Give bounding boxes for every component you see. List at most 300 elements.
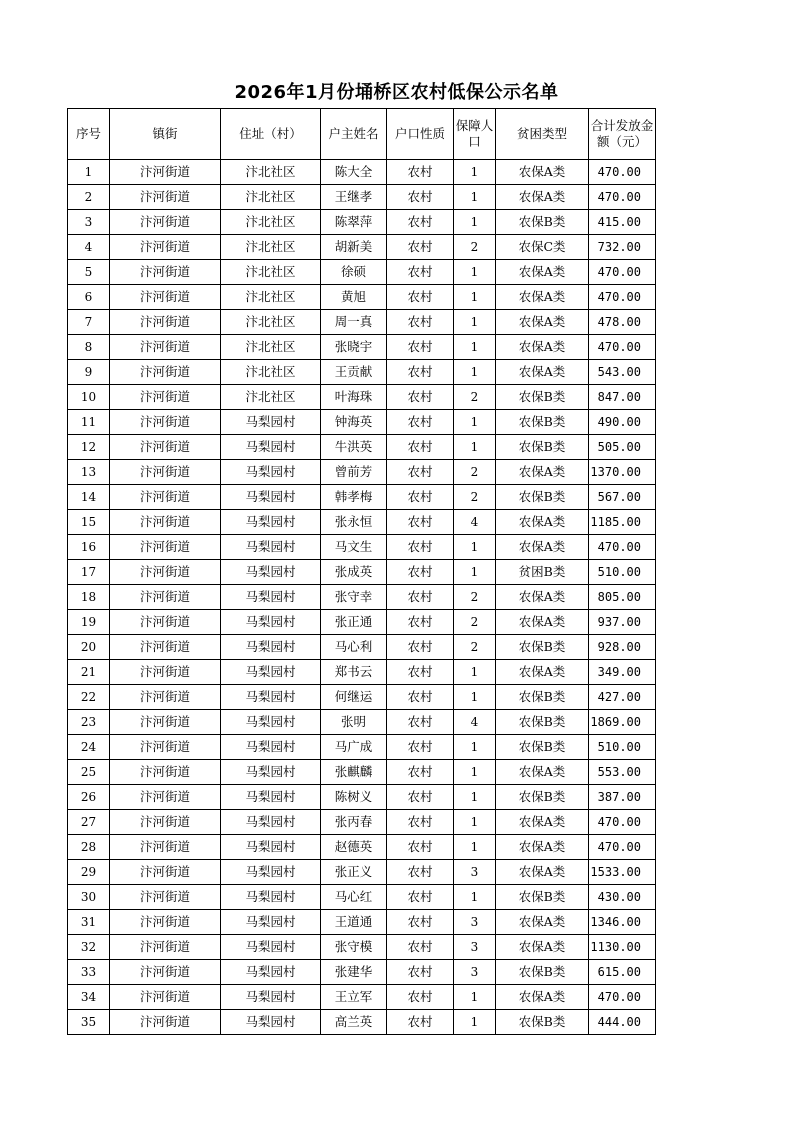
cell-amount: 470.00 bbox=[589, 810, 656, 835]
cell-town: 汴河街道 bbox=[110, 210, 221, 235]
cell-address: 汴北社区 bbox=[221, 360, 321, 385]
cell-hukou: 农村 bbox=[387, 310, 454, 335]
header-type: 贫困类型 bbox=[496, 109, 589, 160]
cell-amount: 470.00 bbox=[589, 260, 656, 285]
table-row bbox=[68, 510, 656, 535]
cell-seq: 27 bbox=[68, 810, 110, 835]
cell-amount: 847.00 bbox=[589, 385, 656, 410]
cell-people: 2 bbox=[454, 485, 496, 510]
header-name: 户主姓名 bbox=[321, 109, 387, 160]
table-body bbox=[68, 160, 656, 1035]
cell-people: 3 bbox=[454, 935, 496, 960]
cell-seq: 34 bbox=[68, 985, 110, 1010]
cell-type: 农保A类 bbox=[496, 335, 589, 360]
cell-seq: 22 bbox=[68, 685, 110, 710]
cell-type: 农保A类 bbox=[496, 810, 589, 835]
cell-people: 4 bbox=[454, 710, 496, 735]
cell-address: 汴北社区 bbox=[221, 335, 321, 360]
cell-town: 汴河街道 bbox=[110, 810, 221, 835]
cell-address: 马梨园村 bbox=[221, 510, 321, 535]
cell-people: 1 bbox=[454, 760, 496, 785]
cell-amount: 505.00 bbox=[589, 435, 656, 460]
cell-town: 汴河街道 bbox=[110, 385, 221, 410]
cell-address: 汴北社区 bbox=[221, 235, 321, 260]
cell-seq: 6 bbox=[68, 285, 110, 310]
table-row bbox=[68, 160, 656, 185]
cell-people: 2 bbox=[454, 635, 496, 660]
cell-town: 汴河街道 bbox=[110, 785, 221, 810]
table-row bbox=[68, 585, 656, 610]
cell-seq: 32 bbox=[68, 935, 110, 960]
cell-amount: 732.00 bbox=[589, 235, 656, 260]
cell-town: 汴河街道 bbox=[110, 860, 221, 885]
cell-name: 王立军 bbox=[321, 985, 387, 1010]
cell-town: 汴河街道 bbox=[110, 885, 221, 910]
cell-name: 王继孝 bbox=[321, 185, 387, 210]
cell-people: 1 bbox=[454, 285, 496, 310]
cell-amount: 805.00 bbox=[589, 585, 656, 610]
cell-address: 马梨园村 bbox=[221, 560, 321, 585]
cell-name: 张建华 bbox=[321, 960, 387, 985]
cell-address: 马梨园村 bbox=[221, 785, 321, 810]
cell-people: 3 bbox=[454, 860, 496, 885]
cell-name: 陈大全 bbox=[321, 160, 387, 185]
cell-people: 2 bbox=[454, 385, 496, 410]
table-row bbox=[68, 860, 656, 885]
cell-people: 1 bbox=[454, 160, 496, 185]
cell-name: 郑书云 bbox=[321, 660, 387, 685]
cell-type: 农保C类 bbox=[496, 235, 589, 260]
cell-type: 农保A类 bbox=[496, 610, 589, 635]
cell-type: 贫困B类 bbox=[496, 560, 589, 585]
cell-amount: 427.00 bbox=[589, 685, 656, 710]
cell-seq: 14 bbox=[68, 485, 110, 510]
cell-name: 马心红 bbox=[321, 885, 387, 910]
cell-type: 农保B类 bbox=[496, 1010, 589, 1035]
cell-people: 1 bbox=[454, 1010, 496, 1035]
cell-hukou: 农村 bbox=[387, 710, 454, 735]
cell-name: 张明 bbox=[321, 710, 387, 735]
cell-address: 汴北社区 bbox=[221, 385, 321, 410]
cell-seq: 5 bbox=[68, 260, 110, 285]
cell-address: 马梨园村 bbox=[221, 1010, 321, 1035]
cell-seq: 1 bbox=[68, 160, 110, 185]
cell-address: 马梨园村 bbox=[221, 960, 321, 985]
cell-seq: 26 bbox=[68, 785, 110, 810]
cell-type: 农保B类 bbox=[496, 885, 589, 910]
cell-hukou: 农村 bbox=[387, 410, 454, 435]
cell-name: 陈翠萍 bbox=[321, 210, 387, 235]
cell-type: 农保B类 bbox=[496, 485, 589, 510]
table-row bbox=[68, 560, 656, 585]
table-row bbox=[68, 185, 656, 210]
header-amount: 合计发放金额（元） bbox=[589, 109, 656, 160]
cell-amount: 490.00 bbox=[589, 410, 656, 435]
cell-town: 汴河街道 bbox=[110, 460, 221, 485]
cell-people: 1 bbox=[454, 435, 496, 460]
cell-people: 1 bbox=[454, 210, 496, 235]
cell-amount: 387.00 bbox=[589, 785, 656, 810]
cell-people: 1 bbox=[454, 835, 496, 860]
table-row bbox=[68, 760, 656, 785]
cell-seq: 3 bbox=[68, 210, 110, 235]
cell-address: 马梨园村 bbox=[221, 885, 321, 910]
header-row bbox=[68, 109, 656, 160]
cell-people: 1 bbox=[454, 535, 496, 560]
cell-address: 马梨园村 bbox=[221, 910, 321, 935]
cell-amount: 470.00 bbox=[589, 335, 656, 360]
cell-town: 汴河街道 bbox=[110, 935, 221, 960]
cell-people: 1 bbox=[454, 735, 496, 760]
cell-address: 马梨园村 bbox=[221, 460, 321, 485]
cell-hukou: 农村 bbox=[387, 760, 454, 785]
cell-hukou: 农村 bbox=[387, 185, 454, 210]
header-town: 镇街 bbox=[110, 109, 221, 160]
cell-town: 汴河街道 bbox=[110, 535, 221, 560]
cell-town: 汴河街道 bbox=[110, 510, 221, 535]
cell-amount: 349.00 bbox=[589, 660, 656, 685]
table-row bbox=[68, 985, 656, 1010]
cell-address: 马梨园村 bbox=[221, 935, 321, 960]
cell-type: 农保A类 bbox=[496, 835, 589, 860]
cell-address: 马梨园村 bbox=[221, 735, 321, 760]
cell-seq: 8 bbox=[68, 335, 110, 360]
cell-address: 马梨园村 bbox=[221, 410, 321, 435]
header-people: 保障人口 bbox=[454, 109, 496, 160]
cell-address: 马梨园村 bbox=[221, 585, 321, 610]
cell-address: 汴北社区 bbox=[221, 260, 321, 285]
table-row bbox=[68, 235, 656, 260]
cell-name: 张正义 bbox=[321, 860, 387, 885]
cell-seq: 12 bbox=[68, 435, 110, 460]
cell-people: 1 bbox=[454, 310, 496, 335]
cell-type: 农保A类 bbox=[496, 535, 589, 560]
cell-name: 何继运 bbox=[321, 685, 387, 710]
cell-seq: 16 bbox=[68, 535, 110, 560]
cell-hukou: 农村 bbox=[387, 535, 454, 560]
cell-name: 张晓宇 bbox=[321, 335, 387, 360]
cell-town: 汴河街道 bbox=[110, 585, 221, 610]
cell-amount: 510.00 bbox=[589, 735, 656, 760]
cell-address: 马梨园村 bbox=[221, 485, 321, 510]
cell-people: 1 bbox=[454, 885, 496, 910]
cell-town: 汴河街道 bbox=[110, 160, 221, 185]
cell-people: 3 bbox=[454, 910, 496, 935]
cell-name: 叶海珠 bbox=[321, 385, 387, 410]
cell-address: 马梨园村 bbox=[221, 760, 321, 785]
cell-town: 汴河街道 bbox=[110, 910, 221, 935]
cell-type: 农保B类 bbox=[496, 960, 589, 985]
cell-people: 4 bbox=[454, 510, 496, 535]
table-row bbox=[68, 285, 656, 310]
cell-name: 曾前芳 bbox=[321, 460, 387, 485]
cell-town: 汴河街道 bbox=[110, 760, 221, 785]
cell-amount: 415.00 bbox=[589, 210, 656, 235]
table-row bbox=[68, 935, 656, 960]
cell-town: 汴河街道 bbox=[110, 735, 221, 760]
cell-hukou: 农村 bbox=[387, 810, 454, 835]
cell-amount: 1130.00 bbox=[589, 935, 656, 960]
table-row bbox=[68, 910, 656, 935]
table-row bbox=[68, 960, 656, 985]
table-row bbox=[68, 710, 656, 735]
cell-people: 2 bbox=[454, 460, 496, 485]
table-row bbox=[68, 485, 656, 510]
cell-amount: 1869.00 bbox=[589, 710, 656, 735]
cell-type: 农保A类 bbox=[496, 510, 589, 535]
cell-amount: 430.00 bbox=[589, 885, 656, 910]
cell-seq: 9 bbox=[68, 360, 110, 385]
table-row bbox=[68, 735, 656, 760]
table-row bbox=[68, 1010, 656, 1035]
table-row bbox=[68, 385, 656, 410]
cell-seq: 18 bbox=[68, 585, 110, 610]
cell-seq: 7 bbox=[68, 310, 110, 335]
cell-name: 张守模 bbox=[321, 935, 387, 960]
cell-hukou: 农村 bbox=[387, 785, 454, 810]
cell-type: 农保A类 bbox=[496, 660, 589, 685]
cell-hukou: 农村 bbox=[387, 635, 454, 660]
cell-hukou: 农村 bbox=[387, 885, 454, 910]
cell-seq: 13 bbox=[68, 460, 110, 485]
cell-type: 农保A类 bbox=[496, 760, 589, 785]
cell-amount: 470.00 bbox=[589, 835, 656, 860]
cell-address: 马梨园村 bbox=[221, 710, 321, 735]
cell-hukou: 农村 bbox=[387, 160, 454, 185]
cell-name: 王贡献 bbox=[321, 360, 387, 385]
cell-town: 汴河街道 bbox=[110, 410, 221, 435]
cell-address: 马梨园村 bbox=[221, 860, 321, 885]
cell-name: 陈树义 bbox=[321, 785, 387, 810]
cell-town: 汴河街道 bbox=[110, 360, 221, 385]
cell-amount: 444.00 bbox=[589, 1010, 656, 1035]
cell-town: 汴河街道 bbox=[110, 485, 221, 510]
cell-amount: 1533.00 bbox=[589, 860, 656, 885]
cell-amount: 470.00 bbox=[589, 285, 656, 310]
cell-people: 1 bbox=[454, 360, 496, 385]
cell-hukou: 农村 bbox=[387, 935, 454, 960]
cell-name: 张成英 bbox=[321, 560, 387, 585]
cell-hukou: 农村 bbox=[387, 660, 454, 685]
cell-type: 农保A类 bbox=[496, 860, 589, 885]
cell-people: 3 bbox=[454, 960, 496, 985]
cell-hukou: 农村 bbox=[387, 485, 454, 510]
cell-type: 农保A类 bbox=[496, 310, 589, 335]
cell-hukou: 农村 bbox=[387, 335, 454, 360]
cell-amount: 928.00 bbox=[589, 635, 656, 660]
cell-amount: 478.00 bbox=[589, 310, 656, 335]
table-row bbox=[68, 460, 656, 485]
cell-amount: 937.00 bbox=[589, 610, 656, 635]
cell-hukou: 农村 bbox=[387, 735, 454, 760]
cell-town: 汴河街道 bbox=[110, 185, 221, 210]
cell-amount: 470.00 bbox=[589, 185, 656, 210]
cell-amount: 470.00 bbox=[589, 985, 656, 1010]
cell-people: 2 bbox=[454, 235, 496, 260]
cell-seq: 15 bbox=[68, 510, 110, 535]
header-address: 住址（村） bbox=[221, 109, 321, 160]
header-seq: 序号 bbox=[68, 109, 110, 160]
cell-name: 马心利 bbox=[321, 635, 387, 660]
cell-address: 马梨园村 bbox=[221, 985, 321, 1010]
table-row bbox=[68, 535, 656, 560]
cell-name: 马广成 bbox=[321, 735, 387, 760]
table-row bbox=[68, 410, 656, 435]
table-row bbox=[68, 610, 656, 635]
cell-town: 汴河街道 bbox=[110, 960, 221, 985]
cell-name: 胡新美 bbox=[321, 235, 387, 260]
table-row bbox=[68, 685, 656, 710]
cell-hukou: 农村 bbox=[387, 385, 454, 410]
cell-hukou: 农村 bbox=[387, 260, 454, 285]
cell-name: 张永恒 bbox=[321, 510, 387, 535]
cell-seq: 10 bbox=[68, 385, 110, 410]
cell-name: 张丙春 bbox=[321, 810, 387, 835]
cell-seq: 19 bbox=[68, 610, 110, 635]
cell-name: 周一真 bbox=[321, 310, 387, 335]
cell-town: 汴河街道 bbox=[110, 435, 221, 460]
cell-town: 汴河街道 bbox=[110, 235, 221, 260]
table-row bbox=[68, 335, 656, 360]
cell-people: 1 bbox=[454, 660, 496, 685]
table-row bbox=[68, 260, 656, 285]
cell-people: 1 bbox=[454, 260, 496, 285]
cell-amount: 1185.00 bbox=[589, 510, 656, 535]
cell-seq: 31 bbox=[68, 910, 110, 935]
cell-name: 牛洪英 bbox=[321, 435, 387, 460]
table-row bbox=[68, 310, 656, 335]
cell-amount: 615.00 bbox=[589, 960, 656, 985]
table-row bbox=[68, 810, 656, 835]
cell-people: 1 bbox=[454, 335, 496, 360]
cell-name: 徐硕 bbox=[321, 260, 387, 285]
cell-hukou: 农村 bbox=[387, 560, 454, 585]
cell-seq: 28 bbox=[68, 835, 110, 860]
cell-hukou: 农村 bbox=[387, 610, 454, 635]
cell-amount: 1370.00 bbox=[589, 460, 656, 485]
cell-name: 韩孝梅 bbox=[321, 485, 387, 510]
cell-hukou: 农村 bbox=[387, 835, 454, 860]
cell-people: 1 bbox=[454, 985, 496, 1010]
cell-people: 1 bbox=[454, 685, 496, 710]
cell-address: 马梨园村 bbox=[221, 535, 321, 560]
cell-type: 农保B类 bbox=[496, 735, 589, 760]
cell-people: 2 bbox=[454, 610, 496, 635]
cell-address: 汴北社区 bbox=[221, 210, 321, 235]
cell-address: 马梨园村 bbox=[221, 610, 321, 635]
cell-type: 农保A类 bbox=[496, 260, 589, 285]
cell-hukou: 农村 bbox=[387, 460, 454, 485]
cell-name: 王道通 bbox=[321, 910, 387, 935]
cell-seq: 25 bbox=[68, 760, 110, 785]
table-row bbox=[68, 435, 656, 460]
table-row bbox=[68, 210, 656, 235]
cell-amount: 470.00 bbox=[589, 535, 656, 560]
cell-hukou: 农村 bbox=[387, 210, 454, 235]
cell-town: 汴河街道 bbox=[110, 310, 221, 335]
cell-amount: 470.00 bbox=[589, 160, 656, 185]
cell-name: 马文生 bbox=[321, 535, 387, 560]
cell-address: 汴北社区 bbox=[221, 285, 321, 310]
cell-address: 马梨园村 bbox=[221, 810, 321, 835]
cell-name: 张麒麟 bbox=[321, 760, 387, 785]
cell-seq: 17 bbox=[68, 560, 110, 585]
cell-address: 马梨园村 bbox=[221, 635, 321, 660]
cell-type: 农保B类 bbox=[496, 385, 589, 410]
cell-address: 汴北社区 bbox=[221, 310, 321, 335]
cell-people: 1 bbox=[454, 185, 496, 210]
cell-seq: 21 bbox=[68, 660, 110, 685]
cell-seq: 24 bbox=[68, 735, 110, 760]
cell-hukou: 农村 bbox=[387, 585, 454, 610]
cell-town: 汴河街道 bbox=[110, 285, 221, 310]
page-title: 2026年1月份埇桥区农村低保公示名单 bbox=[234, 82, 559, 103]
cell-address: 马梨园村 bbox=[221, 435, 321, 460]
cell-hukou: 农村 bbox=[387, 985, 454, 1010]
cell-seq: 11 bbox=[68, 410, 110, 435]
cell-type: 农保A类 bbox=[496, 360, 589, 385]
cell-people: 1 bbox=[454, 785, 496, 810]
cell-type: 农保A类 bbox=[496, 985, 589, 1010]
cell-seq: 35 bbox=[68, 1010, 110, 1035]
cell-hukou: 农村 bbox=[387, 910, 454, 935]
cell-town: 汴河街道 bbox=[110, 560, 221, 585]
cell-seq: 33 bbox=[68, 960, 110, 985]
cell-name: 黄旭 bbox=[321, 285, 387, 310]
cell-amount: 1346.00 bbox=[589, 910, 656, 935]
cell-type: 农保A类 bbox=[496, 285, 589, 310]
cell-type: 农保B类 bbox=[496, 410, 589, 435]
cell-address: 汴北社区 bbox=[221, 160, 321, 185]
cell-name: 高兰英 bbox=[321, 1010, 387, 1035]
cell-amount: 510.00 bbox=[589, 560, 656, 585]
table-row bbox=[68, 835, 656, 860]
cell-town: 汴河街道 bbox=[110, 710, 221, 735]
cell-hukou: 农村 bbox=[387, 360, 454, 385]
cell-type: 农保B类 bbox=[496, 710, 589, 735]
cell-people: 2 bbox=[454, 585, 496, 610]
cell-name: 赵德英 bbox=[321, 835, 387, 860]
cell-town: 汴河街道 bbox=[110, 610, 221, 635]
cell-town: 汴河街道 bbox=[110, 635, 221, 660]
cell-type: 农保B类 bbox=[496, 635, 589, 660]
cell-type: 农保B类 bbox=[496, 435, 589, 460]
cell-hukou: 农村 bbox=[387, 510, 454, 535]
cell-seq: 20 bbox=[68, 635, 110, 660]
cell-type: 农保A类 bbox=[496, 185, 589, 210]
cell-type: 农保A类 bbox=[496, 160, 589, 185]
cell-hukou: 农村 bbox=[387, 1010, 454, 1035]
cell-hukou: 农村 bbox=[387, 435, 454, 460]
table-row bbox=[68, 635, 656, 660]
cell-type: 农保B类 bbox=[496, 210, 589, 235]
cell-town: 汴河街道 bbox=[110, 260, 221, 285]
cell-hukou: 农村 bbox=[387, 285, 454, 310]
cell-name: 钟海英 bbox=[321, 410, 387, 435]
cell-town: 汴河街道 bbox=[110, 335, 221, 360]
cell-amount: 553.00 bbox=[589, 760, 656, 785]
cell-town: 汴河街道 bbox=[110, 985, 221, 1010]
cell-type: 农保A类 bbox=[496, 585, 589, 610]
cell-name: 张守幸 bbox=[321, 585, 387, 610]
cell-people: 1 bbox=[454, 810, 496, 835]
table-row bbox=[68, 660, 656, 685]
cell-amount: 543.00 bbox=[589, 360, 656, 385]
cell-town: 汴河街道 bbox=[110, 685, 221, 710]
cell-address: 马梨园村 bbox=[221, 835, 321, 860]
cell-address: 马梨园村 bbox=[221, 685, 321, 710]
cell-hukou: 农村 bbox=[387, 685, 454, 710]
